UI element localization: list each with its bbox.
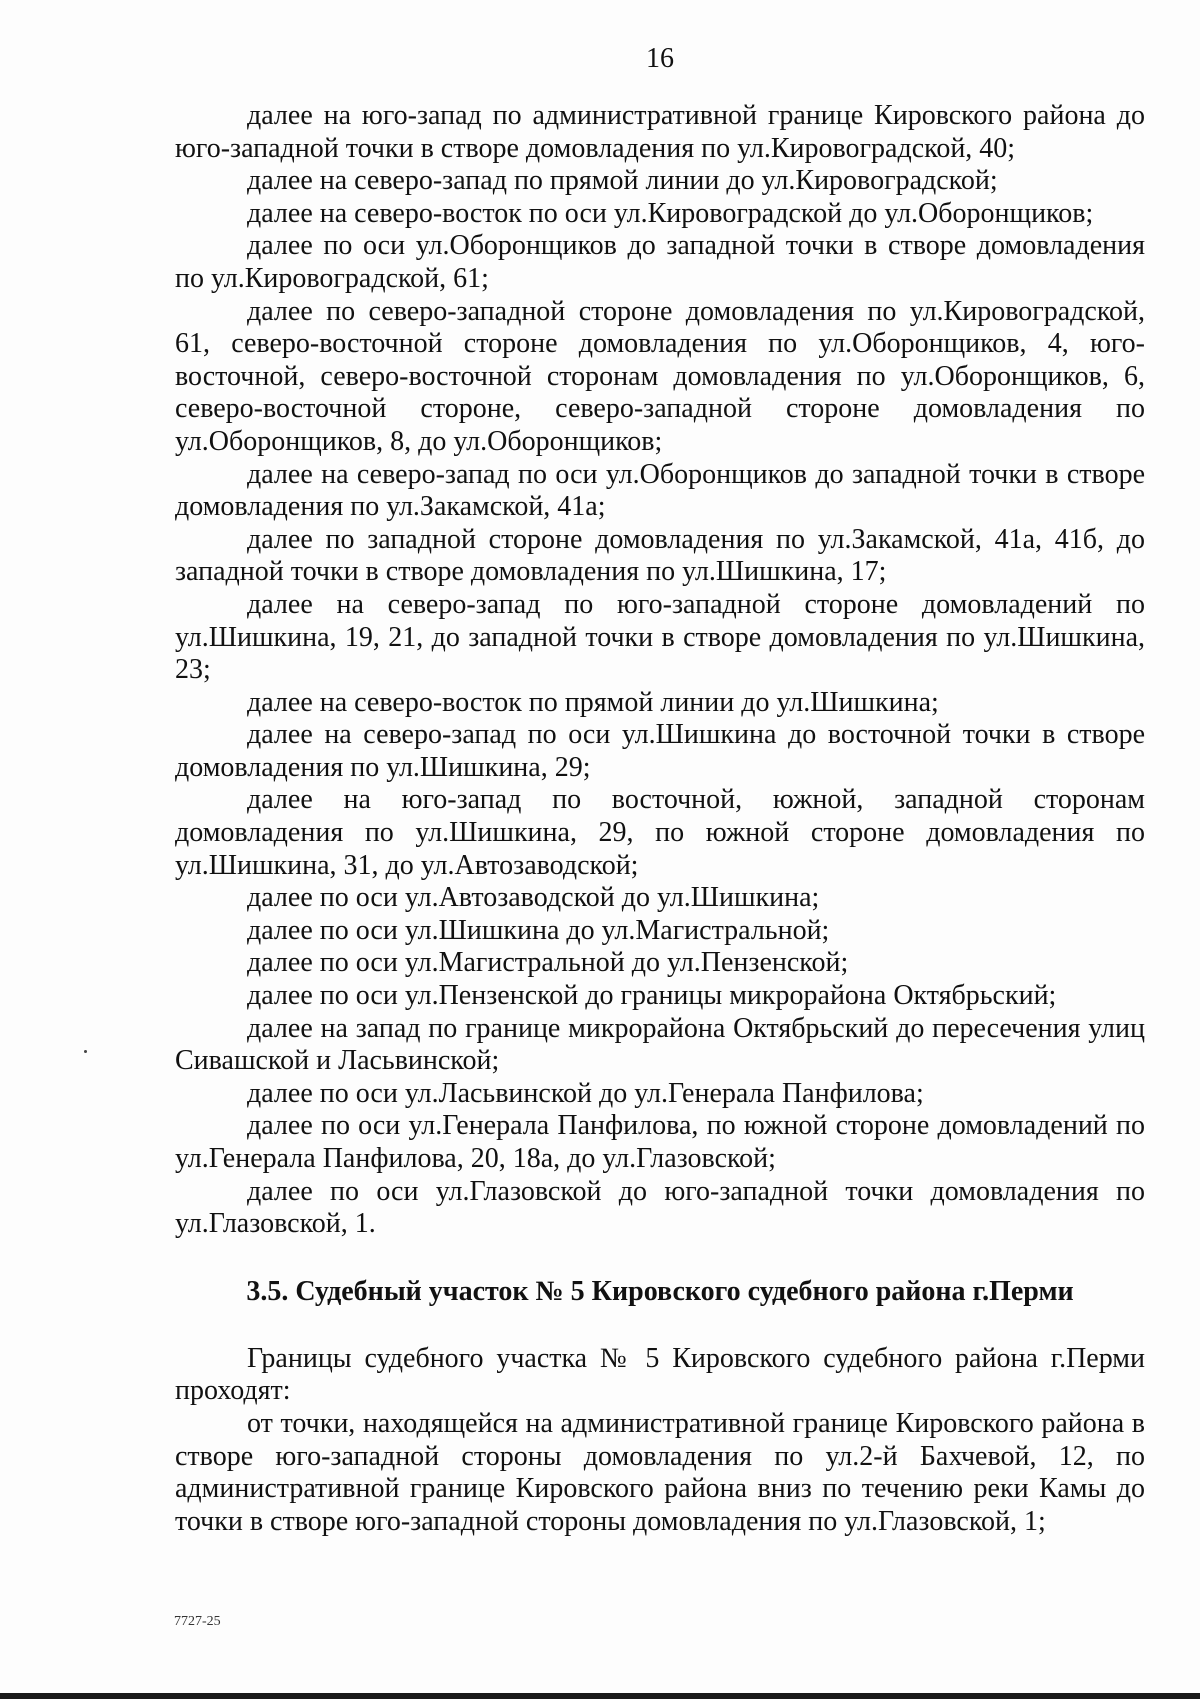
paragraph: далее на северо-запад по оси ул.Шишкина до восточной точки в створе домовладения по ул.Шишкина, 29; [175, 719, 1145, 783]
paragraph: далее по оси ул.Автозаводской до ул.Шишкина; [247, 882, 820, 914]
paragraph: далее по оси ул.Пензенской до границы микрорайона Октябрьский; [247, 980, 1057, 1012]
paragraph: далее на северо-запад по оси ул.Оборонщиков до западной точки в створе домовладения по ул.Закамской, 41а; [175, 458, 1145, 523]
paragraph: далее по оси ул.Оборонщиков до западной точки в створе домовладения по ул.Кировоградской, 61; [175, 230, 1145, 294]
paragraph: от точки, находящейся на административной границе Кировского района в створе юго-западной стороны домовладения по ул.2-й Бахчевой, 12, по административной границе Кировского района вниз по течению реки Камы до точки в створе юго-западной стороны домовладения по ул.Глазовской, 1; [175, 1407, 1145, 1537]
page-number: 16 [646, 43, 674, 74]
paragraph: далее по оси ул.Шишкина до ул.Магистральной; [247, 914, 830, 946]
paragraph: далее по северо-западной стороне домовладения по ул.Кировоградской, 61, северо-восточной стороне домовладения по ул.Оборонщиков, 4, юго-восточной, северо-восточной сторонам домовладения по ул.Оборонщиков, 6, северо-восточной стороне, северо-западной стороне домовладения по ул.Оборонщиков, 8, до ул.Оборонщиков; [175, 295, 1145, 457]
scan-bottom-edge [0, 1693, 1200, 1699]
paragraph: далее на юго-запад по административной границе Кировского района до юго-западной точки в створе домовладения по ул.Кировоградской, 40; [175, 100, 1145, 164]
paragraphs-before [175, 100, 1145, 1241]
paragraph: далее на северо-восток по прямой линии до ул.Шишкина; [247, 686, 939, 718]
document-code: 7727-25 [174, 1614, 221, 1629]
paragraph: далее на юго-запад по восточной, южной, западной сторонам домовладения по ул.Шишкина, 29, по южной стороне домовладения по ул.Шишкина, 31, до ул.Автозаводской; [175, 784, 1145, 881]
section-heading: 3.5. Судебный участок № 5 Кировского судебного района г.Перми [246, 1275, 1074, 1307]
paragraph: далее по оси ул.Генерала Панфилова, по южной стороне домовладений по ул.Генерала Панфилова, 20, 18а, до ул.Глазовской; [175, 1110, 1145, 1174]
scan-speck [84, 1050, 87, 1053]
paragraph: далее по оси ул.Глазовской до юго-западной точки домовладения по ул.Глазовской, 1. [175, 1175, 1145, 1240]
paragraph: далее по западной стороне домовладения по ул.Закамской, 41а, 41б, до западной точки в створе домовладения по ул.Шишкина, 17; [175, 523, 1145, 588]
paragraph: далее на северо-восток по оси ул.Кировоградской до ул.Оборонщиков; [247, 197, 1094, 229]
paragraph: далее на северо-запад по юго-западной стороне домовладений по ул.Шишкина, 19, 21, до западной точки в створе домовладения по ул.Шишкина, 23; [175, 588, 1145, 686]
paragraph: далее на северо-запад по прямой линии до ул.Кировоградской; [247, 165, 998, 197]
paragraphs-after [175, 1343, 1145, 1539]
document-body [175, 100, 1145, 1538]
paragraph: далее по оси ул.Магистральной до ул.Пензенской; [247, 947, 849, 979]
paragraph: далее по оси ул.Ласьвинской до ул.Генерала Панфилова; [247, 1077, 924, 1109]
paragraph: Границы судебного участка № 5 Кировского судебного района г.Перми проходят: [175, 1342, 1145, 1407]
paragraph: далее на запад по границе микрорайона Октябрьский до пересечения улиц Сивашской и Ласьвинской; [175, 1012, 1145, 1077]
